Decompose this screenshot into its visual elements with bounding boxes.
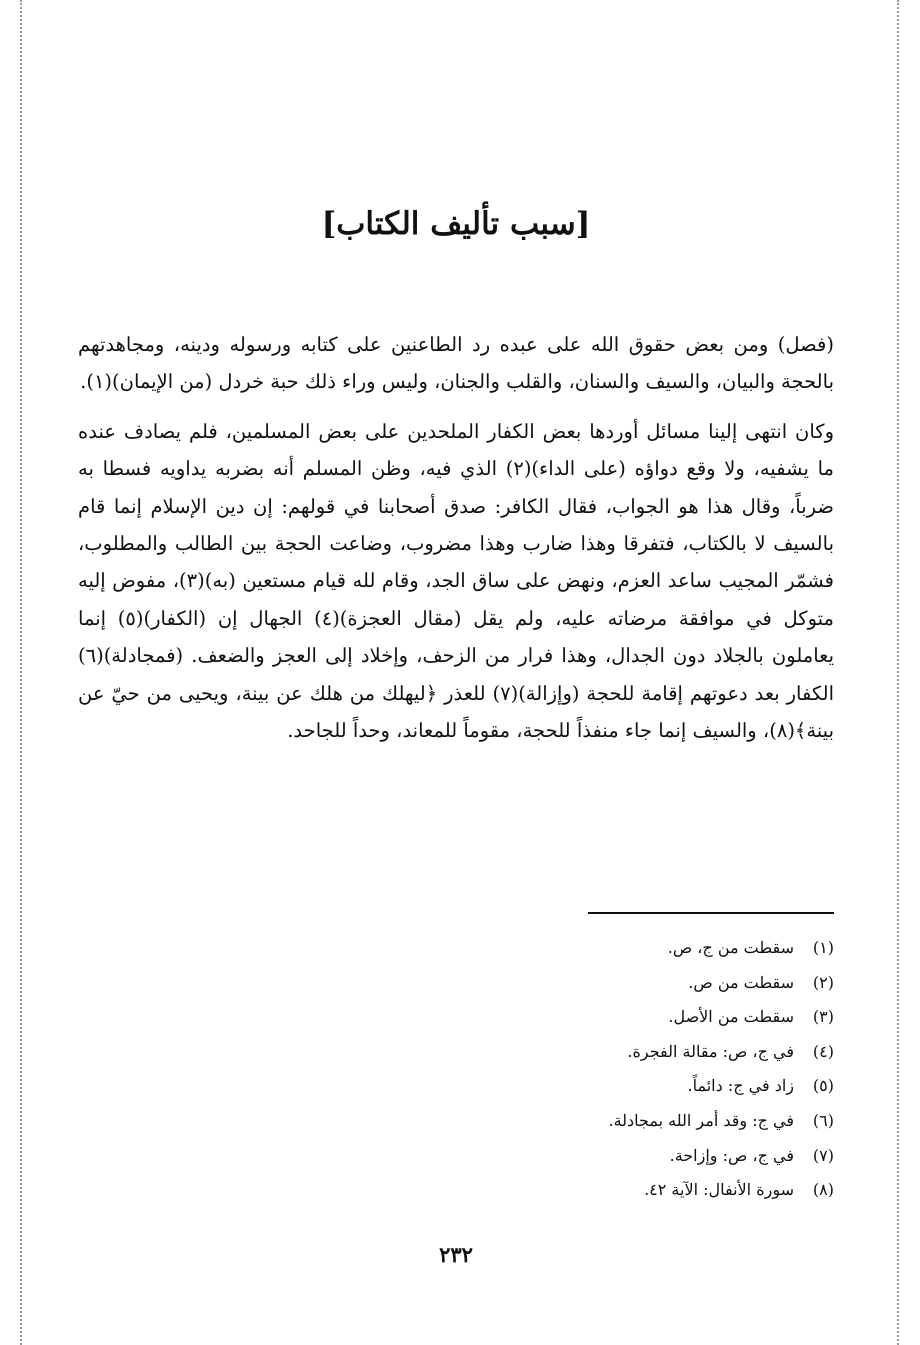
footnote-7 (78, 1139, 834, 1174)
footnote-2 (78, 966, 834, 1001)
chapter-title: [سبب تأليف الكتاب] (321, 206, 591, 242)
footnote-number: (٧) (812, 1145, 834, 1165)
footnote-text: في ج، ص: وإزاحة. (669, 1145, 794, 1165)
footnote-number: (٦) (812, 1110, 834, 1130)
footnote-text: سقطت من ص. (688, 972, 794, 992)
footnotes-list (78, 931, 834, 1208)
footnote-number: (٨) (812, 1180, 834, 1200)
footnote-text: سورة الأنفال: الآية ٤٢. (644, 1180, 794, 1200)
footnote-text: سقطت من ج، ص. (667, 938, 794, 957)
book-page (78, 0, 834, 1345)
footnote-text: في ج، ص: مقالة الفجرة. (627, 1041, 794, 1061)
body-text (78, 326, 834, 749)
footnote-5 (78, 1069, 834, 1104)
page-number: ٢٣٢ (439, 1242, 473, 1267)
footnote-text: سقطت من الأصل. (668, 1007, 794, 1027)
footnote-number: (٥) (812, 1076, 834, 1096)
footnote-separator (588, 912, 834, 914)
footnote-number: (٢) (812, 972, 834, 992)
paragraph-2: وكان انتهى إلينا مسائل أوردها بعض الكفار الملحدين على بعض المسلمين، فلم يصادف عنده ما يشفيه، ولا وقع دواؤه (على الداء)(٢) الذي فيه، وظن المسلم أنه بضربه يداويه فسطا به ضرباً، وقال هذا هو الجواب، فقال الكافر: صدق أصحابنا في قولهم: إن دين الإسلام إنما قام بالسيف لا بالكتاب، فتفرقا وهذا ضارب وهذا مضروب، وضاعت الحجة بين الطالب والمطلوب، فشمّر المجيب ساعد العزم، ونهض على ساق الجد، وقام لله قيام مستعين (به)(٣)، مفوض إليه متوكل في موافقة مرضاته عليه، ولم يقل (مقال العجزة)(٤) الجهال إن (الكفار)(٥) إنما يعاملون بالجلاد دون الجدال، وهذا فرار من الزحف، وإخلاد إلى العجز والضعف. (فمجادلة)(٦) الكفار بعد دعوتهم إقامة للحجة (وإزالة)(٧) للعذر ﴿ليهلك من هلك عن بينة، ويحيى من حيّ عن بينة﴾(٨)، والسيف إنما جاء منفذاً للحجة، مقوماً للمعاند، وحداً للجاحد. (78, 419, 834, 743)
footnote-text: زاد في ج: دائماً. (687, 1076, 794, 1096)
footnote-8 (78, 1173, 834, 1208)
left-scan-margin (20, 0, 22, 1345)
footnote-number: (١) (812, 938, 834, 957)
paragraph-1: (فصل) ومن بعض حقوق الله على عبده رد الطاعنين على كتابه ورسوله ودينه، ومجاهدتهم بالحجة والبيان، والسيف والسنان، والقلب والجنان، وليس وراء ذلك حبة خردل (من الإيمان)(١). (78, 333, 834, 394)
footnote-4 (78, 1035, 834, 1070)
footnote-6 (78, 1104, 834, 1139)
footnote-3 (78, 1000, 834, 1035)
right-scan-margin (897, 0, 899, 1345)
footnote-1 (78, 931, 834, 966)
footnote-number: (٤) (812, 1041, 834, 1061)
footnote-text: في ج: وقد أمر الله بمجادلة. (608, 1110, 794, 1130)
footnote-number: (٣) (812, 1007, 834, 1027)
